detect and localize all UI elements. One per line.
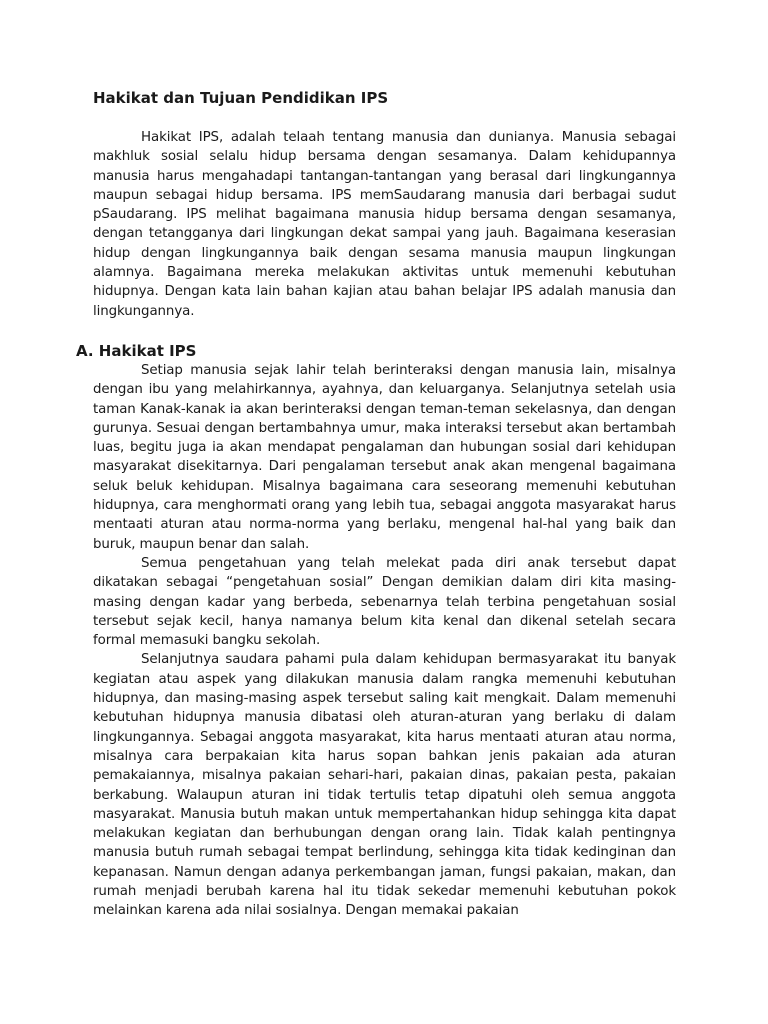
intro-paragraph: Hakikat IPS, adalah telaah tentang manusia dan dunianya. Manusia sebagai makhluk sosial selalu hidup bersama dengan sesamanya. Dalam kehidupannya manusia harus mengahadapi tantangan-tantangan yang berasal dari lingkungannya maupun sebagai hidup bersama. IPS memSaudarang manusia dari berbagai sudut pSaudarang. IPS melihat bagaimana manusia hidup bersama dengan sesamanya, dengan tetangganya dari lingkungan dekat sampai yang jauh. Bagaimana keserasian hidup dengan lingkungannya baik dengan sesama manusia maupun lingkungan alamnya. Bagaimana mereka melakukan aktivitas untuk memenuhi kebutuhan hidupnya. Dengan kata lain bahan kajian atau bahan belajar IPS adalah manusia dan lingkungannya. [93,130,676,319]
section-paragraph-3: Selanjutnya saudara pahami pula dalam kehidupan bermasyarakat itu banyak kegiatan atau aspek yang dilakukan manusia dalam rangka memenuhi kebutuhan hidupnya, dan masing-masing aspek tersebut saling kait mengkait. Dalam memenuhi kebutuhan hidupnya manusia dibatasi oleh aturan-aturan yang berlaku di dalam lingkungannya. Sebagai anggota masyarakat, kita harus mentaati aturan atau norma, misalnya cara berpakaian kita harus sopan bahkan jenis pakaian ada aturan pemakaiannya, misalnya pakaian sehari-hari, pakaian dinas, pakaian pesta, pakaian berkabung. Walaupun aturan ini tidak tertulis tetap dipatuhi oleh semua anggota masyarakat. Manusia butuh makan untuk mempertahankan hidup sehingga kita dapat melakukan kegiatan dan berhubungan dengan orang lain. Tidak kalah pentingnya manusia butuh rumah sebagai tempat berlindung, sehingga kita tidak kedinginan dan kepanasan. Namun dengan adanya perkembangan jaman, fungsi pakaian, makan, dan rumah menjadi berubah karena hal itu tidak sekedar memenuhi kebutuhan pokok melainkan karena ada nilai sosialnya. Dengan memakai pakaian [93,652,676,919]
section-paragraph-2: Semua pengetahuan yang telah melekat pada diri anak tersebut dapat dikatakan sebagai “pengetahuan sosial” Dengan demikian dalam diri kita masing-masing dengan kadar yang berbeda, sebenarnya telah terbina pengetahuan sosial tersebut sejak kecil, hanya namanya belum kita kenal dan dikenal setelah secara formal memasuki bangku sekolah. [93,555,676,649]
document-title: Hakikat dan Tujuan Pendidikan IPS [93,89,389,107]
section-body [93,361,676,921]
section-paragraph-1: Setiap manusia sejak lahir telah berinteraksi dengan manusia lain, misalnya dengan ibu yang melahirkannya, ayahnya, dan keluarganya. Selanjutnya setelah usia taman Kanak-kanak ia akan berinteraksi dengan teman-teman sekelasnya, dan dengan gurunya. Sesuai dengan bertambahnya umur, maka interaksi tersebut akan bertambah luas, begitu juga ia akan mendapat pengalaman dan hubungan sosial dari kehidupan masyarakat disekitarnya. Dari pengalaman tersebut anak akan mengenal bagaimana seluk beluk kehidupan. Misalnya bagaimana cara seseorang memenuhi kebutuhan hidupnya, cara menghormati orang yang lebih tua, sebagai anggota masyarakat harus mentaati aturan atau norma-norma yang berlaku, mengenal hal-hal yang baik dan buruk, maupun benar dan salah. [93,363,676,552]
section-heading: A. Hakikat IPS [76,342,197,360]
